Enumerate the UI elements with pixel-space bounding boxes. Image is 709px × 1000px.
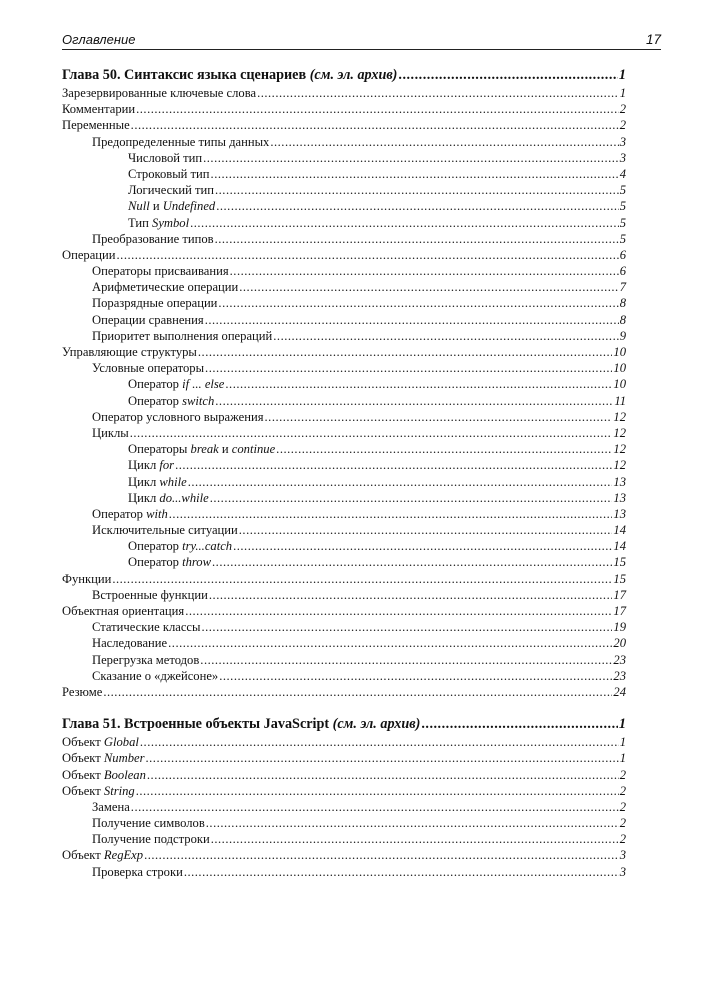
toc-entry-title-part: Управляющие структуры bbox=[62, 345, 197, 359]
toc-entry-title-part: Объект bbox=[62, 848, 104, 863]
toc-section bbox=[62, 101, 626, 117]
toc-entry-title-part: Получение подстроки bbox=[92, 832, 210, 847]
page-number: 17 bbox=[645, 32, 661, 47]
toc-entry-page: 15 bbox=[613, 555, 626, 570]
toc-entry-title bbox=[92, 425, 129, 441]
toc-entry-title-part: Тип bbox=[128, 215, 153, 230]
dot-leader bbox=[239, 279, 618, 295]
dot-leader bbox=[184, 864, 619, 880]
toc-chapter bbox=[62, 715, 626, 734]
toc-entry-title-part: Наследование bbox=[92, 636, 168, 651]
toc-entry-page: 2 bbox=[619, 767, 626, 782]
toc-subsection bbox=[62, 522, 626, 538]
toc-entry-page: 3 bbox=[619, 864, 626, 879]
toc-subsection bbox=[62, 425, 626, 441]
toc-entry-page: 4 bbox=[619, 166, 626, 181]
dot-leader bbox=[117, 247, 619, 263]
toc-entry-title-part: Объект bbox=[62, 783, 104, 798]
dot-leader bbox=[205, 360, 612, 376]
toc-entry-title-part: continue bbox=[231, 442, 276, 457]
toc-subsubsection bbox=[62, 490, 626, 506]
toc-entry-page: 5 bbox=[619, 199, 626, 214]
toc-entry-title-part: String bbox=[103, 783, 135, 798]
toc-subsection bbox=[62, 312, 626, 328]
toc-entry-title-part: Объект bbox=[62, 751, 104, 766]
dot-leader bbox=[276, 441, 612, 457]
toc-subsection bbox=[62, 360, 626, 376]
dot-leader bbox=[147, 767, 619, 783]
toc-entry-title-part: Операции bbox=[62, 247, 116, 262]
toc-section bbox=[62, 783, 626, 799]
dot-leader bbox=[265, 409, 613, 425]
dot-leader bbox=[136, 783, 619, 799]
toc-entry-page: 9 bbox=[619, 328, 626, 343]
toc-entry-title bbox=[92, 279, 238, 295]
dot-leader bbox=[239, 522, 613, 538]
toc-entry-page: 6 bbox=[619, 264, 626, 279]
dot-leader bbox=[200, 652, 612, 668]
toc-entry-title bbox=[62, 344, 197, 360]
toc-entry-title-part: Symbol bbox=[152, 215, 190, 230]
toc-entry-title bbox=[62, 734, 139, 750]
toc-subsection bbox=[62, 815, 626, 831]
dot-leader bbox=[270, 134, 618, 150]
toc-entry-title-part: while bbox=[159, 474, 187, 489]
dot-leader bbox=[201, 619, 612, 635]
dot-leader bbox=[103, 684, 612, 700]
toc-entry-page: 12 bbox=[613, 442, 626, 457]
toc-subsection bbox=[62, 799, 626, 815]
toc-entry-title-part: Оператор условного выражения bbox=[92, 409, 264, 424]
toc-entry-title-part: Строковый тип bbox=[128, 166, 210, 181]
toc-entry-title bbox=[92, 328, 272, 344]
toc-subsection bbox=[62, 231, 626, 247]
toc-entry-page: 14 bbox=[613, 523, 626, 538]
toc-subsection bbox=[62, 263, 626, 279]
toc-entry-title bbox=[62, 783, 135, 799]
dot-leader bbox=[218, 295, 618, 311]
toc-subsection bbox=[62, 506, 626, 522]
toc-subsection bbox=[62, 279, 626, 295]
toc-entry-page: 2 bbox=[619, 118, 626, 133]
toc-entry-title-part: Зарезервированные ключевые слова bbox=[62, 86, 257, 100]
toc-entry-title bbox=[128, 393, 214, 409]
toc-entry-title bbox=[92, 231, 214, 247]
toc-subsection bbox=[62, 328, 626, 344]
toc-subsubsection bbox=[62, 376, 626, 392]
toc-entry-title bbox=[128, 182, 214, 198]
toc-section bbox=[62, 750, 626, 766]
toc-entry-title-part: Предопределенные типы данных bbox=[92, 134, 270, 149]
toc-entry-title bbox=[128, 166, 210, 182]
dot-leader bbox=[398, 66, 618, 85]
toc-entry-page: 1 bbox=[619, 735, 626, 750]
toc-entry-title bbox=[92, 587, 208, 603]
toc-subsection bbox=[62, 652, 626, 668]
dot-leader bbox=[219, 668, 612, 684]
toc-entry-title-part: for bbox=[159, 458, 175, 473]
toc-entry-page: 12 bbox=[613, 409, 626, 424]
toc-entry-title-part: Цикл bbox=[128, 474, 160, 489]
toc-entry-title bbox=[62, 767, 146, 783]
toc-subsubsection bbox=[62, 198, 626, 214]
toc-section bbox=[62, 344, 626, 360]
toc-section bbox=[62, 571, 626, 587]
dot-leader bbox=[225, 376, 612, 392]
toc-entry-page: 2 bbox=[619, 799, 626, 814]
toc-entry-title-part: with bbox=[146, 506, 168, 521]
dot-leader bbox=[210, 490, 613, 506]
toc-entry-page: 19 bbox=[613, 620, 626, 635]
toc-entry-page: 2 bbox=[619, 102, 626, 117]
toc-entry-title bbox=[92, 815, 205, 831]
toc-entry-title-part: Global bbox=[103, 735, 139, 750]
dot-leader bbox=[131, 117, 619, 133]
dot-leader bbox=[188, 474, 613, 490]
toc-entry-page: 7 bbox=[619, 280, 626, 295]
toc-entry-title bbox=[92, 295, 217, 311]
toc-entry-title bbox=[128, 441, 275, 457]
dot-leader bbox=[233, 538, 612, 554]
toc-entry-page: 5 bbox=[619, 183, 626, 198]
toc-entry-title bbox=[128, 376, 224, 392]
toc-subsubsection bbox=[62, 441, 626, 457]
dot-leader bbox=[206, 815, 619, 831]
toc-entry-title bbox=[128, 554, 211, 570]
toc-subsection bbox=[62, 619, 626, 635]
toc-entry-title-part: Замена bbox=[92, 799, 130, 814]
dot-leader bbox=[190, 215, 619, 231]
toc-entry-title bbox=[92, 134, 269, 150]
toc-entry-title-part: Объектная ориентация bbox=[62, 604, 185, 618]
toc-subsubsection bbox=[62, 457, 626, 473]
table-of-contents bbox=[62, 66, 626, 880]
toc-entry-title bbox=[62, 571, 111, 587]
toc-entry-page: 23 bbox=[613, 652, 626, 667]
toc-entry-title-part: Оператор bbox=[128, 377, 183, 392]
toc-section bbox=[62, 247, 626, 263]
toc-entry-title bbox=[92, 668, 218, 684]
toc-subsubsection bbox=[62, 393, 626, 409]
toc-entry-page: 8 bbox=[619, 312, 626, 327]
toc-entry-page: 6 bbox=[619, 247, 626, 262]
toc-entry-title-part: Циклы bbox=[92, 425, 129, 440]
dot-leader bbox=[209, 587, 613, 603]
toc-entry-title bbox=[62, 750, 145, 766]
toc-entry-title-part: Boolean bbox=[103, 767, 146, 782]
toc-entry-title bbox=[62, 684, 102, 700]
toc-entry-title-part: Цикл bbox=[128, 490, 160, 505]
dot-leader bbox=[185, 603, 612, 619]
toc-entry-title bbox=[62, 66, 397, 85]
toc-entry-title bbox=[62, 101, 135, 117]
toc-entry-title bbox=[62, 85, 256, 101]
toc-entry-page: 14 bbox=[613, 539, 626, 554]
toc-entry-title-part: Логический тип bbox=[128, 183, 214, 198]
toc-entry-title bbox=[92, 360, 204, 376]
toc-entry-title-part: Перегрузка методов bbox=[92, 652, 200, 667]
toc-subsection bbox=[62, 864, 626, 880]
toc-entry-page: 10 bbox=[613, 361, 626, 376]
toc-section bbox=[62, 767, 626, 783]
dot-leader bbox=[215, 393, 613, 409]
toc-subsection bbox=[62, 134, 626, 150]
toc-entry-title-part: Арифметические операции bbox=[92, 280, 239, 295]
toc-subsubsection bbox=[62, 215, 626, 231]
toc-entry-title-part: Встроенные функции bbox=[92, 587, 208, 602]
toc-entry-title-part: Оператор bbox=[128, 555, 183, 570]
toc-entry-title-part: Объект bbox=[62, 767, 104, 782]
toc-entry-title bbox=[92, 619, 200, 635]
toc-subsubsection bbox=[62, 554, 626, 570]
toc-section bbox=[62, 117, 626, 133]
toc-entry-title-part: и bbox=[149, 199, 163, 214]
toc-entry-title-part: break bbox=[190, 442, 219, 457]
dot-leader bbox=[215, 231, 619, 247]
toc-entry-page: 13 bbox=[613, 474, 626, 489]
toc-entry-page: 17 bbox=[613, 604, 626, 618]
toc-subsection bbox=[62, 295, 626, 311]
toc-subsection bbox=[62, 668, 626, 684]
toc-entry-title bbox=[128, 474, 187, 490]
toc-entry-page: 5 bbox=[619, 215, 626, 230]
toc-entry-page: 10 bbox=[613, 377, 626, 392]
toc-subsubsection bbox=[62, 182, 626, 198]
toc-entry-title bbox=[128, 457, 174, 473]
toc-entry-title-part: Резюме bbox=[62, 684, 103, 699]
toc-entry-page: 12 bbox=[613, 425, 626, 440]
toc-entry-title-part: do...while bbox=[159, 490, 209, 505]
toc-entry-title-part: Оператор bbox=[92, 506, 147, 521]
toc-entry-page: 13 bbox=[613, 490, 626, 505]
toc-chapter bbox=[62, 66, 626, 85]
toc-entry-page: 23 bbox=[613, 668, 626, 683]
toc-entry-title-part: Null bbox=[128, 199, 150, 214]
toc-entry-title-part: Операторы присваивания bbox=[92, 264, 229, 279]
dot-leader bbox=[273, 328, 618, 344]
toc-entry-title bbox=[62, 847, 143, 863]
dot-leader bbox=[212, 554, 612, 570]
dot-leader bbox=[257, 85, 619, 101]
dot-leader bbox=[140, 734, 619, 750]
toc-entry-page: 8 bbox=[619, 296, 626, 311]
toc-entry-page: 12 bbox=[613, 458, 626, 473]
toc-entry-title-part: if ... else bbox=[182, 377, 225, 392]
toc-entry-title bbox=[92, 263, 229, 279]
dot-leader bbox=[136, 101, 619, 117]
dot-leader bbox=[146, 750, 619, 766]
toc-entry-title bbox=[92, 831, 210, 847]
toc-entry-title-part: Number bbox=[103, 751, 145, 766]
toc-entry-title-part: Операторы bbox=[128, 442, 191, 457]
dot-leader bbox=[198, 344, 613, 360]
toc-entry-title-part: Переменные bbox=[62, 118, 130, 133]
toc-entry-title bbox=[62, 247, 116, 263]
toc-entry-title-part: try...catch bbox=[182, 539, 233, 554]
toc-entry-title-part: Проверка строки bbox=[92, 864, 183, 879]
toc-entry-title-part: Исключительные ситуации bbox=[92, 523, 238, 538]
toc-entry-page: 13 bbox=[613, 506, 626, 521]
dot-leader bbox=[175, 457, 612, 473]
dot-leader bbox=[211, 166, 619, 182]
toc-entry-title-part: (см. эл. архив) bbox=[332, 716, 421, 733]
toc-subsection bbox=[62, 587, 626, 603]
toc-entry-title bbox=[128, 150, 202, 166]
toc-entry-title bbox=[128, 198, 215, 214]
dot-leader bbox=[131, 799, 619, 815]
toc-entry-page: 2 bbox=[619, 816, 626, 831]
toc-entry-title-part: Статические классы bbox=[92, 620, 201, 635]
toc-entry-page: 3 bbox=[619, 134, 626, 149]
toc-entry-title-part: Глава 50. Синтаксис языка сценариев bbox=[62, 67, 310, 83]
dot-leader bbox=[203, 150, 619, 166]
toc-entry-title-part: Объект bbox=[62, 735, 104, 750]
running-header bbox=[62, 31, 661, 50]
toc-entry-title-part: Комментарии bbox=[62, 102, 136, 117]
toc-entry-title-part: switch bbox=[182, 393, 215, 408]
toc-entry-page: 1 bbox=[618, 716, 626, 733]
dot-leader bbox=[130, 425, 613, 441]
toc-entry-title bbox=[92, 864, 183, 880]
toc-subsection bbox=[62, 635, 626, 651]
dot-leader bbox=[211, 831, 619, 847]
toc-subsubsection bbox=[62, 166, 626, 182]
toc-entry-page: 20 bbox=[613, 636, 626, 651]
dot-leader bbox=[421, 715, 618, 734]
dot-leader bbox=[168, 635, 612, 651]
dot-leader bbox=[216, 198, 618, 214]
toc-entry-title bbox=[92, 799, 130, 815]
toc-entry-title-part: Условные операторы bbox=[92, 361, 205, 376]
dot-leader bbox=[169, 506, 613, 522]
toc-entry-title bbox=[62, 603, 184, 619]
toc-entry-title-part: Получение символов bbox=[92, 816, 205, 831]
toc-entry-title-part: Оператор bbox=[128, 539, 183, 554]
toc-entry-page: 17 bbox=[613, 587, 626, 602]
toc-entry-title-part: и bbox=[218, 442, 232, 457]
toc-entry-page: 2 bbox=[619, 832, 626, 847]
toc-entry-title bbox=[128, 538, 232, 554]
toc-entry-title-part: RegExp bbox=[103, 848, 144, 863]
toc-entry-page: 15 bbox=[613, 571, 626, 586]
toc-entry-title-part: Оператор bbox=[128, 393, 183, 408]
toc-entry-title-part: Глава 51. Встроенные объекты JavaScript bbox=[62, 716, 333, 733]
toc-entry-title bbox=[62, 117, 130, 133]
toc-entry-page: 10 bbox=[613, 345, 626, 359]
dot-leader bbox=[205, 312, 619, 328]
dot-leader bbox=[112, 571, 612, 587]
toc-entry-title-part: Цикл bbox=[128, 458, 160, 473]
toc-entry-title-part: (см. эл. архив) bbox=[309, 67, 398, 83]
toc-entry-page: 24 bbox=[613, 684, 626, 699]
toc-entry-page: 1 bbox=[619, 751, 626, 766]
toc-entry-page: 11 bbox=[614, 393, 626, 408]
running-header-title: Оглавление bbox=[62, 32, 136, 47]
toc-entry-title-part: Числовой тип bbox=[128, 150, 203, 165]
toc-section bbox=[62, 85, 626, 101]
toc-subsubsection bbox=[62, 150, 626, 166]
toc-entry-title bbox=[128, 215, 189, 231]
toc-entry-title bbox=[92, 635, 167, 651]
dot-leader bbox=[144, 847, 619, 863]
toc-section bbox=[62, 734, 626, 750]
toc-entry-page: 1 bbox=[618, 67, 626, 83]
toc-subsection bbox=[62, 409, 626, 425]
toc-subsubsection bbox=[62, 538, 626, 554]
toc-entry-title bbox=[92, 522, 238, 538]
toc-subsection bbox=[62, 831, 626, 847]
dot-leader bbox=[230, 263, 619, 279]
toc-section bbox=[62, 847, 626, 863]
toc-entry-title-part: Функции bbox=[62, 571, 112, 586]
toc-entry-title-part: Undefined bbox=[162, 199, 216, 214]
toc-entry-page: 3 bbox=[619, 848, 626, 863]
toc-entry-page: 2 bbox=[619, 783, 626, 798]
toc-entry-title-part: Преобразование типов bbox=[92, 231, 214, 246]
toc-entry-page: 3 bbox=[619, 150, 626, 165]
toc-entry-title bbox=[128, 490, 209, 506]
toc-section bbox=[62, 603, 626, 619]
toc-subsubsection bbox=[62, 474, 626, 490]
toc-entry-title bbox=[92, 409, 264, 425]
toc-entry-title bbox=[92, 506, 168, 522]
toc-entry-title bbox=[92, 652, 199, 668]
toc-entry-title-part: Приоритет выполнения операций bbox=[92, 328, 273, 343]
toc-entry-title bbox=[62, 715, 420, 734]
toc-entry-title-part: Поразрядные операции bbox=[92, 296, 218, 311]
toc-section bbox=[62, 684, 626, 700]
toc-entry-page: 1 bbox=[619, 86, 626, 100]
dot-leader bbox=[215, 182, 619, 198]
toc-entry-title bbox=[92, 312, 204, 328]
toc-entry-title-part: throw bbox=[182, 555, 212, 570]
toc-entry-title-part: Сказание о «джейсоне» bbox=[92, 668, 219, 683]
toc-entry-title-part: Операции сравнения bbox=[92, 312, 204, 327]
toc-entry-page: 5 bbox=[619, 231, 626, 246]
